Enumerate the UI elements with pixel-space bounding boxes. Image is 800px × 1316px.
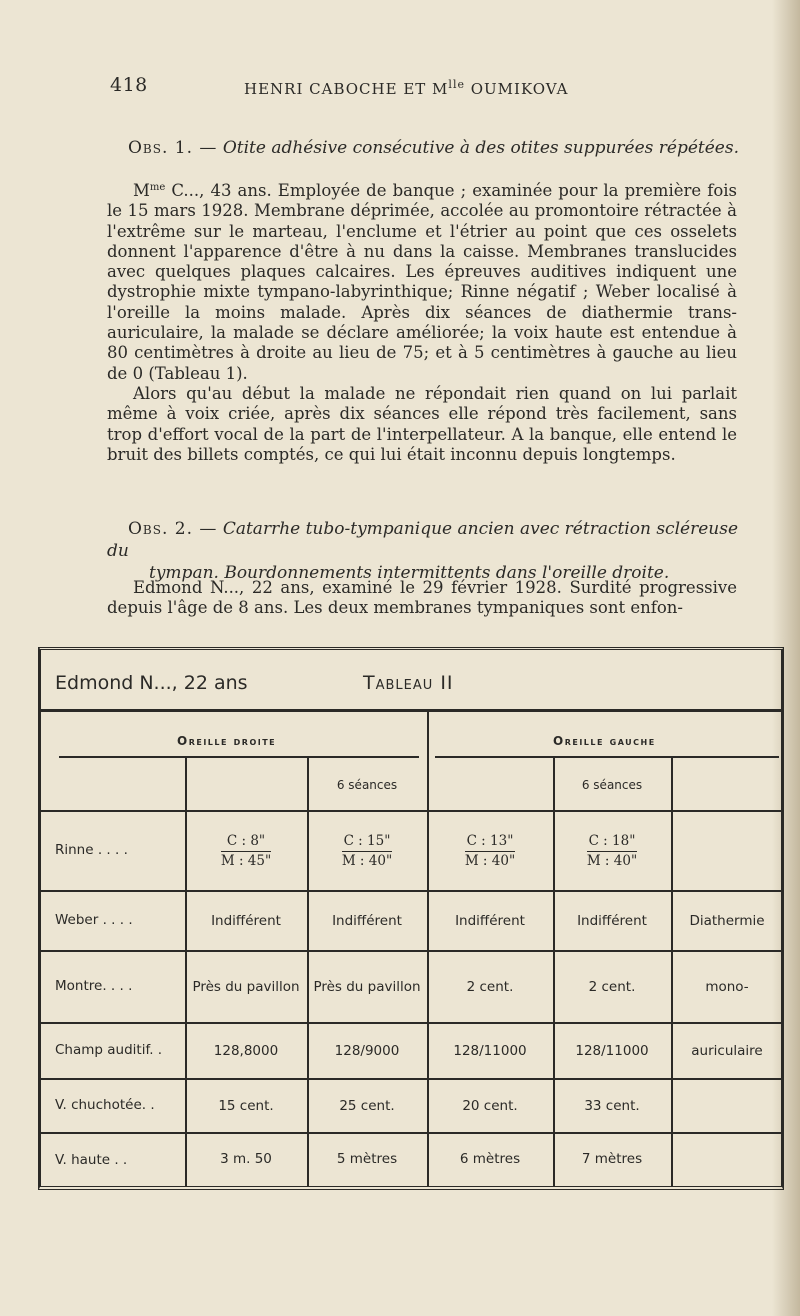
rule — [59, 756, 419, 758]
table-title-row — [41, 650, 781, 712]
row-label-rinne: Rinne . . . . — [55, 842, 128, 858]
haute-left-before: 6 mètres — [459, 1150, 521, 1167]
rinne-right-after: $\frac{C : 15"}{M : 40"}$ — [341, 832, 393, 869]
haute-left-after: 7 mètres — [581, 1150, 643, 1167]
row-label-haute: V. haute . . — [55, 1152, 128, 1168]
obs1-body — [107, 178, 737, 465]
rinne-left-before: $\frac{C : 13"}{M : 40"}$ — [464, 832, 516, 869]
obs2-paragraph-1: Edmond N..., 22 ans, examiné le 29 février 1928. Surdité progressive depuis l'âge de 8 ans. Les deux membranes tympaniques sont enfon- — [107, 578, 737, 618]
left-ear-header: Oreille gauche — [553, 734, 656, 748]
montre-left-after: 2 cent. — [588, 978, 636, 995]
running-title: HENRI CABOCHE ET $M^{lle}$ OUMIKOVA — [244, 78, 569, 98]
obs1-paragraph-2: Alors qu'au début la malade ne répondait rien quand on lui parlait même à voix criée, après dix séances elle répond très facilement, sans trop d'effort vocal de la part de l'interpellateur. A la banque, elle entend le bruit des billets comptés, ce qui lui était inconnu depuis longtemps. — [107, 383, 737, 464]
chuchotee-left-after: 33 cent. — [584, 1097, 640, 1114]
weber-right-before: Indifférent — [211, 912, 281, 929]
rule — [435, 756, 779, 758]
haute-right-before: 3 m. 50 — [220, 1150, 272, 1167]
table-title: Tableau II — [363, 672, 454, 694]
sessions-left: 6 séances — [581, 777, 643, 792]
rinne-left-after: $\frac{C : 18"}{M : 40"}$ — [586, 832, 638, 869]
montre-left-before: 2 cent. — [466, 978, 514, 995]
row-label-chuchotee: V. chuchotée. . — [55, 1097, 155, 1113]
champ-left-before: 128/11000 — [453, 1042, 527, 1059]
treatment-note-1: Diathermie — [689, 912, 765, 929]
chuchotee-left-before: 20 cent. — [462, 1097, 518, 1114]
obs1-heading: Obs. 1. — Otite adhésive consécutive à des otites suppurées répétées. — [128, 138, 739, 158]
right-ear-header: Oreille droite — [177, 734, 277, 748]
chuchotee-right-after: 25 cent. — [339, 1097, 395, 1114]
table-2 — [38, 647, 784, 1190]
obs2-heading: Obs. 2. — Catarrhe tubo-tympanique ancien avec rétraction scléreuse du tympan. Bourdonnements intermittents dans l'oreille droite. — [107, 519, 738, 583]
table-patient: Edmond N..., 22 ans — [55, 672, 248, 694]
sessions-right: 6 séances — [336, 777, 398, 792]
treatment-note-2: mono- — [705, 978, 749, 995]
weber-right-after: Indifférent — [332, 912, 402, 929]
haute-right-after: 5 mètres — [336, 1150, 398, 1167]
treatment-note-3: auriculaire — [691, 1042, 763, 1059]
chuchotee-right-before: 15 cent. — [218, 1097, 274, 1114]
weber-left-before: Indifférent — [455, 912, 525, 929]
obs1-paragraph-1: $M^{me}$ C..., 43 ans. Employée de banque ; examinée pour la première fois le 15 mars 1928. Membrane déprimée, accolée au promontoire rétractée à l'extrême sur le marteau, l'enclume et l'étrier au point que ces osselets donnent l'apparence d'être à nu dans la caisse. Membranes translucides avec quelques plaques calcaires. Les épreuves auditives indiquent une dystrophie mixte tympano-labyrinthique; Rinne négatif ; Weber localisé à l'oreille la moins malade. Après dix séances de diathermie trans-auriculaire, la malade se déclare améliorée; la voix haute est entendue à 80 centimètres à droite au lieu de 75; et à 5 centimètres à gauche au lieu de 0 (Tableau 1). — [107, 181, 737, 383]
row-label-montre: Montre. . . . — [55, 978, 133, 994]
montre-right-before: Près du pavillon — [192, 978, 300, 995]
montre-right-after: Près du pavillon — [313, 978, 421, 995]
champ-right-before: 128,8000 — [213, 1042, 279, 1059]
rinne-right-before: $\frac{C : 8"}{M : 45"}$ — [220, 832, 272, 869]
weber-left-after: Indifférent — [577, 912, 647, 929]
row-label-weber: Weber . . . . — [55, 912, 133, 928]
page-number: 418 — [110, 74, 148, 96]
obs2-body — [107, 578, 737, 619]
champ-left-after: 128/11000 — [575, 1042, 649, 1059]
row-label-champ: Champ auditif. . — [55, 1042, 163, 1058]
champ-right-after: 128/9000 — [334, 1042, 400, 1059]
